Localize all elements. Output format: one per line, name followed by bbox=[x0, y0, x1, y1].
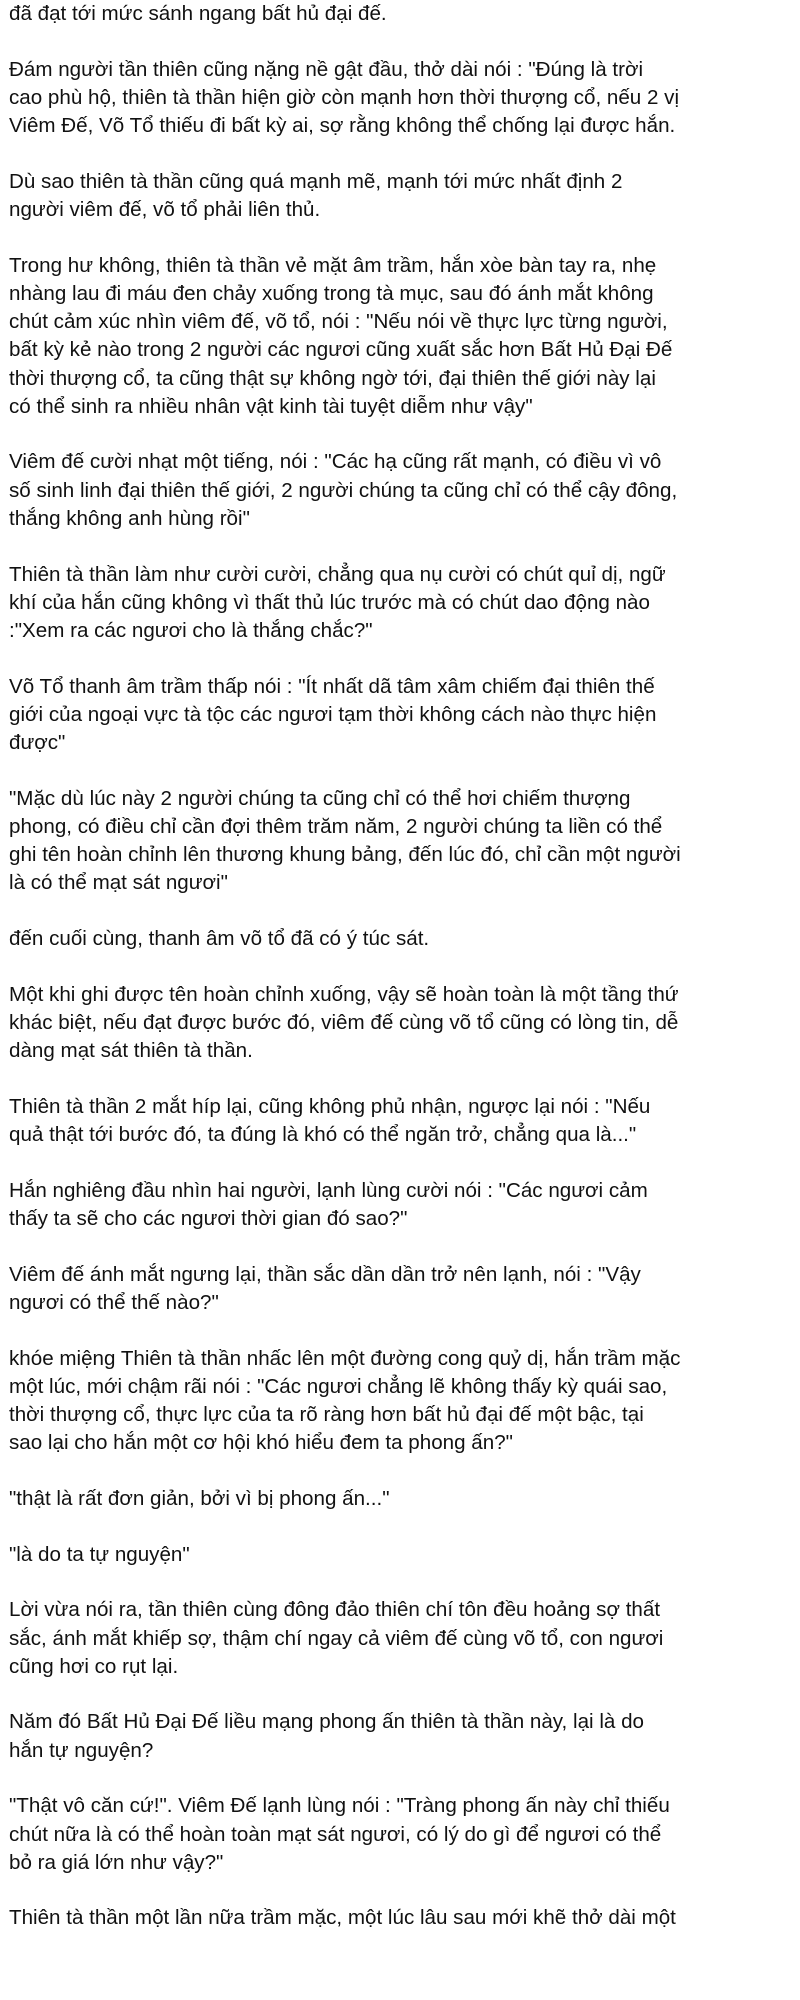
paragraph: Một khi ghi được tên hoàn chỉnh xuống, vậy sẽ hoàn toàn là một tầng thứ khác biệt, nếu đạt được bước đó, viêm đế cùng võ tổ cũng có lòng tin, dễ dàng mạt sát thiên tà thần. bbox=[9, 982, 679, 1063]
paragraph: Dù sao thiên tà thần cũng quá mạnh mẽ, mạnh tới mức nhất định 2 người viêm đế, võ tổ phải liên thủ. bbox=[9, 169, 623, 222]
paragraph: Thiên tà thần một lần nữa trầm mặc, một lúc lâu sau mới khẽ thở dài một bbox=[9, 1906, 676, 1930]
paragraph: Lời vừa nói ra, tần thiên cùng đông đảo thiên chí tôn đều hoảng sợ thất sắc, ánh mắt khiếp sợ, thậm chí ngay cả viêm đế cùng võ tổ, con ngươi cũng hơi co rụt lại. bbox=[9, 1598, 664, 1678]
paragraph: đến cuối cùng, thanh âm võ tổ đã có ý túc sát. bbox=[9, 927, 430, 951]
paragraph: "là do ta tự nguyện" bbox=[9, 1542, 190, 1566]
paragraph: Trong hư không, thiên tà thần vẻ mặt âm trầm, hắn xòe bàn tay ra, nhẹ nhàng lau đi máu đen chảy xuống trong tà mục, sau đó ánh mắt không chút cảm xúc nhìn viêm đế, võ tổ, nói : "Nếu nói về thực lực từng người, bất kỳ kẻ nào trong 2 người các ngươi cũng xuất sắc hơn Bất Hủ Đại Đế thời thượng cổ, ta cũng thật sự không ngờ tới, đại thiên thế giới này lại có thể sinh ra nhiều nhân vật kinh tài tuyệt diễm như vậy" bbox=[9, 253, 673, 418]
paragraph: Võ Tổ thanh âm trầm thấp nói : "Ít nhất dã tâm xâm chiếm đại thiên thế giới của ngoại vực tà tộc các ngươi tạm thời không cách nào thực hiện được" bbox=[9, 674, 657, 755]
paragraph: "thật là rất đơn giản, bởi vì bị phong ấn..." bbox=[9, 1486, 390, 1510]
paragraph: Thiên tà thần 2 mắt híp lại, cũng không phủ nhận, ngược lại nói : "Nếu quả thật tới bước đó, ta đúng là khó có thể ngăn trở, chẳng qua là..." bbox=[9, 1094, 651, 1147]
paragraph: khóe miệng Thiên tà thần nhấc lên một đường cong quỷ dị, hắn trầm mặc một lúc, mới chậm rãi nói : "Các ngươi chẳng lẽ không thấy kỳ quái sao, thời thượng cổ, thực lực của ta rõ ràng hơn bất hủ đại đế một bậc, tại sao lại cho hắn một cơ hội khó hiểu đem ta phong ấn?" bbox=[9, 1346, 681, 1455]
paragraph: "Mặc dù lúc này 2 người chúng ta cũng chỉ có thể hơi chiếm thượng phong, có điều chỉ cần đợi thêm trăm năm, 2 người chúng ta liền có thể ghi tên hoàn chỉnh lên thương khung bảng, đến lúc đó, chỉ cần một người là có thể mạt sát ngươi" bbox=[9, 786, 681, 895]
document-body bbox=[9, 0, 799, 1933]
paragraph: Hắn nghiêng đầu nhìn hai người, lạnh lùng cười nói : "Các ngươi cảm thấy ta sẽ cho các ngươi thời gian đó sao?" bbox=[9, 1178, 648, 1230]
paragraph: Đám người tần thiên cũng nặng nề gật đầu, thở dài nói : "Đúng là trời cao phù hộ, thiên tà thần hiện giờ còn mạnh hơn thời thượng cổ, nếu 2 vị Viêm Đế, Võ Tổ thiếu đi bất kỳ ai, sợ rằng không thể chống lại được hắn. bbox=[9, 57, 680, 138]
paragraph: Năm đó Bất Hủ Đại Đế liều mạng phong ấn thiên tà thần này, lại là do hắn tự nguyện? bbox=[9, 1710, 644, 1762]
paragraph: đã đạt tới mức sánh ngang bất hủ đại đế. bbox=[9, 2, 387, 25]
paragraph: Viêm đế ánh mắt ngưng lại, thần sắc dần dần trở nên lạnh, nói : "Vậy ngươi có thể thế nào?" bbox=[9, 1262, 641, 1314]
paragraph: "Thật vô căn cứ!". Viêm Đế lạnh lùng nói : "Tràng phong ấn này chỉ thiếu chút nữa là có thể hoàn toàn mạt sát ngươi, có lý do gì để ngươi có thể bỏ ra giá lớn như vậy?" bbox=[9, 1794, 670, 1874]
paragraph: Thiên tà thần làm như cười cười, chẳng qua nụ cười có chút quỉ dị, ngữ khí của hắn cũng không vì thất thủ lúc trước mà có chút dao động nào :"Xem ra các ngươi cho là thắng chắc?" bbox=[9, 562, 666, 642]
paragraph: Viêm đế cười nhạt một tiếng, nói : "Các hạ cũng rất mạnh, có điều vì vô số sinh linh đại thiên thế giới, 2 người chúng ta cũng chỉ có thể cậy đông, thắng không anh hùng rồi" bbox=[9, 450, 678, 530]
